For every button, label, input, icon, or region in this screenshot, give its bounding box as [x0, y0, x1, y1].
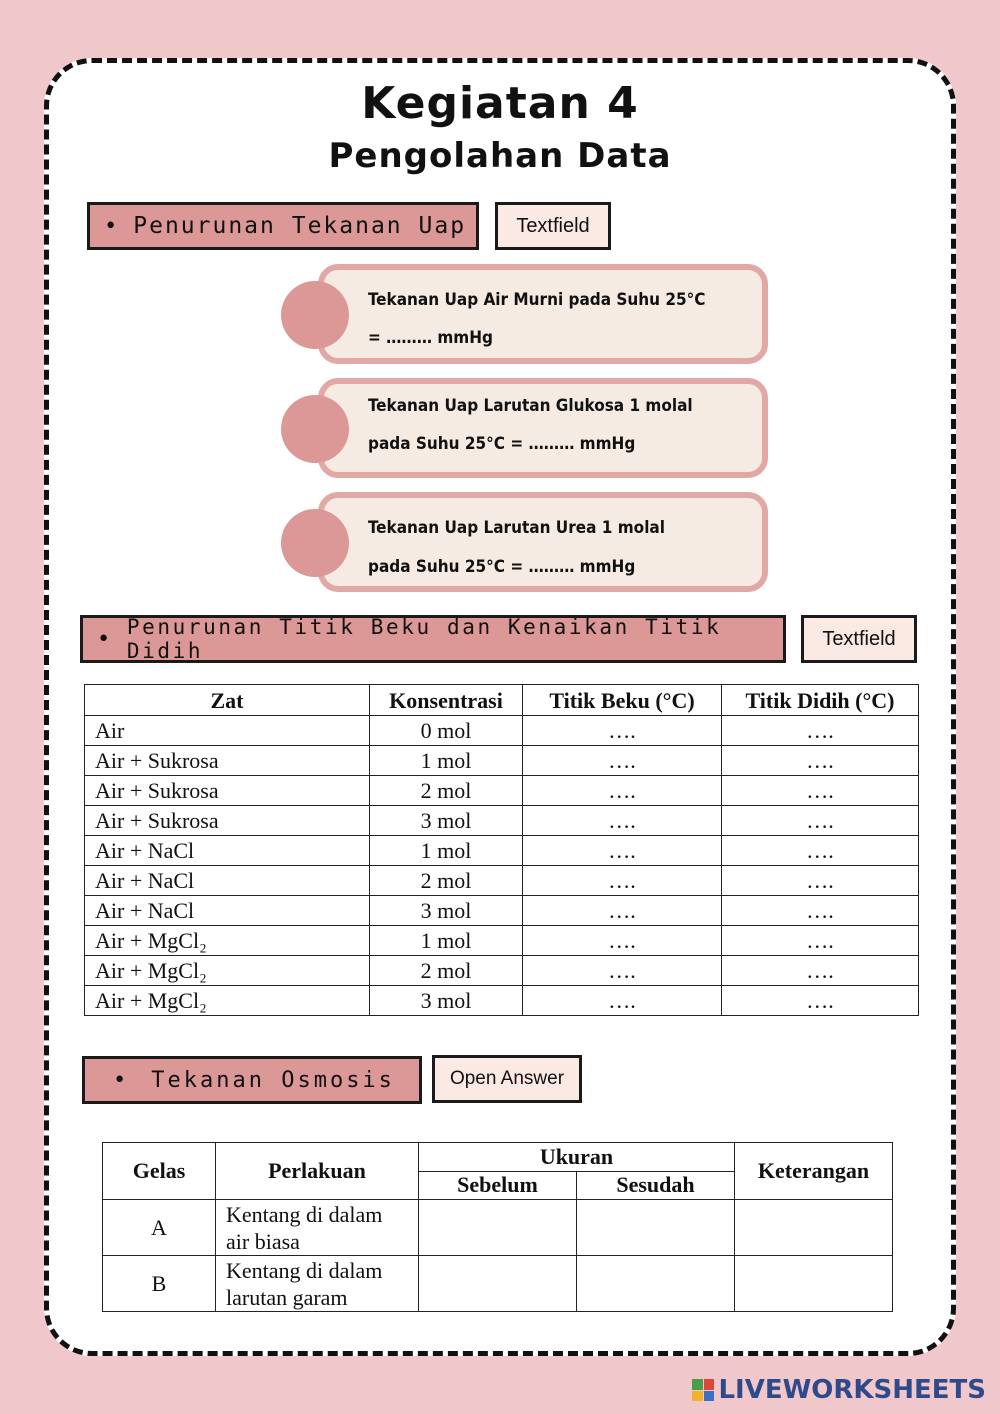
cell-boiling-point[interactable]: …. — [722, 866, 919, 896]
bubble-line: Tekanan Uap Air Murni pada Suhu 25°C — [368, 290, 706, 310]
table-row — [85, 866, 919, 896]
cell-sebelum[interactable] — [419, 1256, 577, 1312]
col-header: Titik Beku (°C) — [523, 685, 722, 716]
table-row — [85, 926, 919, 956]
cell-substance: Air + MgCl₂ — [85, 986, 370, 1016]
table-row — [85, 986, 919, 1016]
table-header-row — [103, 1143, 893, 1172]
table-row — [103, 1200, 893, 1256]
section-freezing-boiling — [80, 615, 786, 663]
textfield-tag-vapor[interactable]: Textfield — [495, 202, 611, 250]
cell-sebelum[interactable] — [419, 1200, 577, 1256]
table-row — [85, 896, 919, 926]
cell-freezing-point[interactable]: …. — [523, 806, 722, 836]
section-osmosis-label: Tekanan Osmosis — [151, 1067, 395, 1093]
osmosis-table — [102, 1142, 893, 1312]
col-header: Sebelum — [419, 1171, 577, 1200]
cell-keterangan[interactable] — [735, 1256, 893, 1312]
cell-boiling-point[interactable]: …. — [722, 986, 919, 1016]
cell-substance: Air + Sukrosa — [85, 776, 370, 806]
cell-concentration: 3 mol — [370, 896, 523, 926]
cell-substance: Air + NaCl — [85, 836, 370, 866]
cell-freezing-point[interactable]: …. — [523, 866, 722, 896]
vapor-pressure-pure-water[interactable] — [318, 264, 768, 364]
table-row — [85, 806, 919, 836]
col-header: Sesudah — [577, 1171, 735, 1200]
bubble-line: pada Suhu 25°C = ……… mmHg — [368, 557, 636, 577]
col-header: Ukuran — [419, 1143, 735, 1172]
cell-perlakuan — [216, 1200, 419, 1256]
bubble-line: Tekanan Uap Larutan Glukosa 1 molal — [368, 396, 693, 416]
vapor-pressure-glucose[interactable] — [318, 378, 768, 478]
col-header: Zat — [85, 685, 370, 716]
bubble-line: = ……… mmHg — [368, 328, 493, 348]
cell-keterangan[interactable] — [735, 1200, 893, 1256]
table-row — [85, 746, 919, 776]
colligative-table — [84, 684, 919, 1016]
cell-substance: Air — [85, 716, 370, 746]
section-vapor-pressure — [87, 202, 479, 250]
col-header: Konsentrasi — [370, 685, 523, 716]
cell-text: air biasa — [226, 1228, 300, 1254]
col-header: Keterangan — [735, 1143, 893, 1200]
cell-freezing-point[interactable]: …. — [523, 836, 722, 866]
cell-sesudah[interactable] — [577, 1200, 735, 1256]
bubble-line: pada Suhu 25°C = ……… mmHg — [368, 434, 636, 454]
cell-boiling-point[interactable]: …. — [722, 776, 919, 806]
col-header: Titik Didih (°C) — [722, 685, 919, 716]
cell-substance: Air + Sukrosa — [85, 746, 370, 776]
brand-name: LIVEWORKSHEETS — [718, 1375, 986, 1405]
cell-boiling-point[interactable]: …. — [722, 746, 919, 776]
bubble-line: Tekanan Uap Larutan Urea 1 molal — [368, 518, 665, 538]
table-row — [85, 776, 919, 806]
bubble-dot — [281, 509, 349, 577]
cell-sesudah[interactable] — [577, 1256, 735, 1312]
liveworksheets-icon — [692, 1379, 714, 1401]
cell-boiling-point[interactable]: …. — [722, 896, 919, 926]
cell-freezing-point[interactable]: …. — [523, 926, 722, 956]
cell-text: Kentang di dalam — [226, 1201, 383, 1227]
cell-concentration: 2 mol — [370, 956, 523, 986]
bullet: • — [104, 213, 120, 239]
textfield-tag-freezing[interactable]: Textfield — [801, 615, 917, 663]
cell-freezing-point[interactable]: …. — [523, 986, 722, 1016]
cell-substance: Air + NaCl — [85, 896, 370, 926]
page-title: Kegiatan 4 — [361, 78, 639, 129]
cell-concentration: 1 mol — [370, 836, 523, 866]
col-header: Gelas — [103, 1143, 216, 1200]
cell-substance: Air + MgCl₂ — [85, 956, 370, 986]
cell-freezing-point[interactable]: …. — [523, 776, 722, 806]
table-row — [85, 956, 919, 986]
cell-freezing-point[interactable]: …. — [523, 956, 722, 986]
cell-concentration: 0 mol — [370, 716, 523, 746]
cell-concentration: 2 mol — [370, 866, 523, 896]
cell-boiling-point[interactable]: …. — [722, 836, 919, 866]
cell-freezing-point[interactable]: …. — [523, 746, 722, 776]
cell-concentration: 2 mol — [370, 776, 523, 806]
section-vapor-label: Penurunan Tekanan Uap — [133, 213, 467, 239]
cell-gelas: A — [103, 1200, 216, 1256]
cell-substance: Air + MgCl₂ — [85, 926, 370, 956]
cell-boiling-point[interactable]: …. — [722, 806, 919, 836]
cell-concentration: 3 mol — [370, 986, 523, 1016]
section-freezing-label: Penurunan Titik Beku dan Kenaikan Titik Didih — [126, 615, 722, 663]
cell-freezing-point[interactable]: …. — [523, 896, 722, 926]
table-header-row — [85, 685, 919, 716]
table-row — [85, 716, 919, 746]
cell-freezing-point[interactable]: …. — [523, 716, 722, 746]
cell-text: Kentang di dalam — [226, 1257, 383, 1283]
cell-boiling-point[interactable]: …. — [722, 956, 919, 986]
section-osmotic-pressure — [82, 1056, 422, 1104]
bubble-dot — [281, 281, 349, 349]
col-header: Perlakuan — [216, 1143, 419, 1200]
bullet: • — [97, 626, 113, 652]
cell-concentration: 1 mol — [370, 746, 523, 776]
cell-boiling-point[interactable]: …. — [722, 716, 919, 746]
cell-text: larutan garam — [226, 1284, 348, 1310]
liveworksheets-logo[interactable] — [692, 1372, 986, 1408]
vapor-pressure-urea[interactable] — [318, 492, 768, 592]
table-row — [85, 836, 919, 866]
open-answer-tag[interactable]: Open Answer — [432, 1055, 582, 1103]
cell-substance: Air + NaCl — [85, 866, 370, 896]
bullet: • — [113, 1067, 130, 1093]
cell-perlakuan — [216, 1256, 419, 1312]
table-row — [103, 1256, 893, 1312]
cell-substance: Air + Sukrosa — [85, 806, 370, 836]
cell-concentration: 1 mol — [370, 926, 523, 956]
page-subtitle: Pengolahan Data — [328, 136, 672, 176]
cell-boiling-point[interactable]: …. — [722, 926, 919, 956]
cell-gelas: B — [103, 1256, 216, 1312]
cell-concentration: 3 mol — [370, 806, 523, 836]
bubble-dot — [281, 395, 349, 463]
